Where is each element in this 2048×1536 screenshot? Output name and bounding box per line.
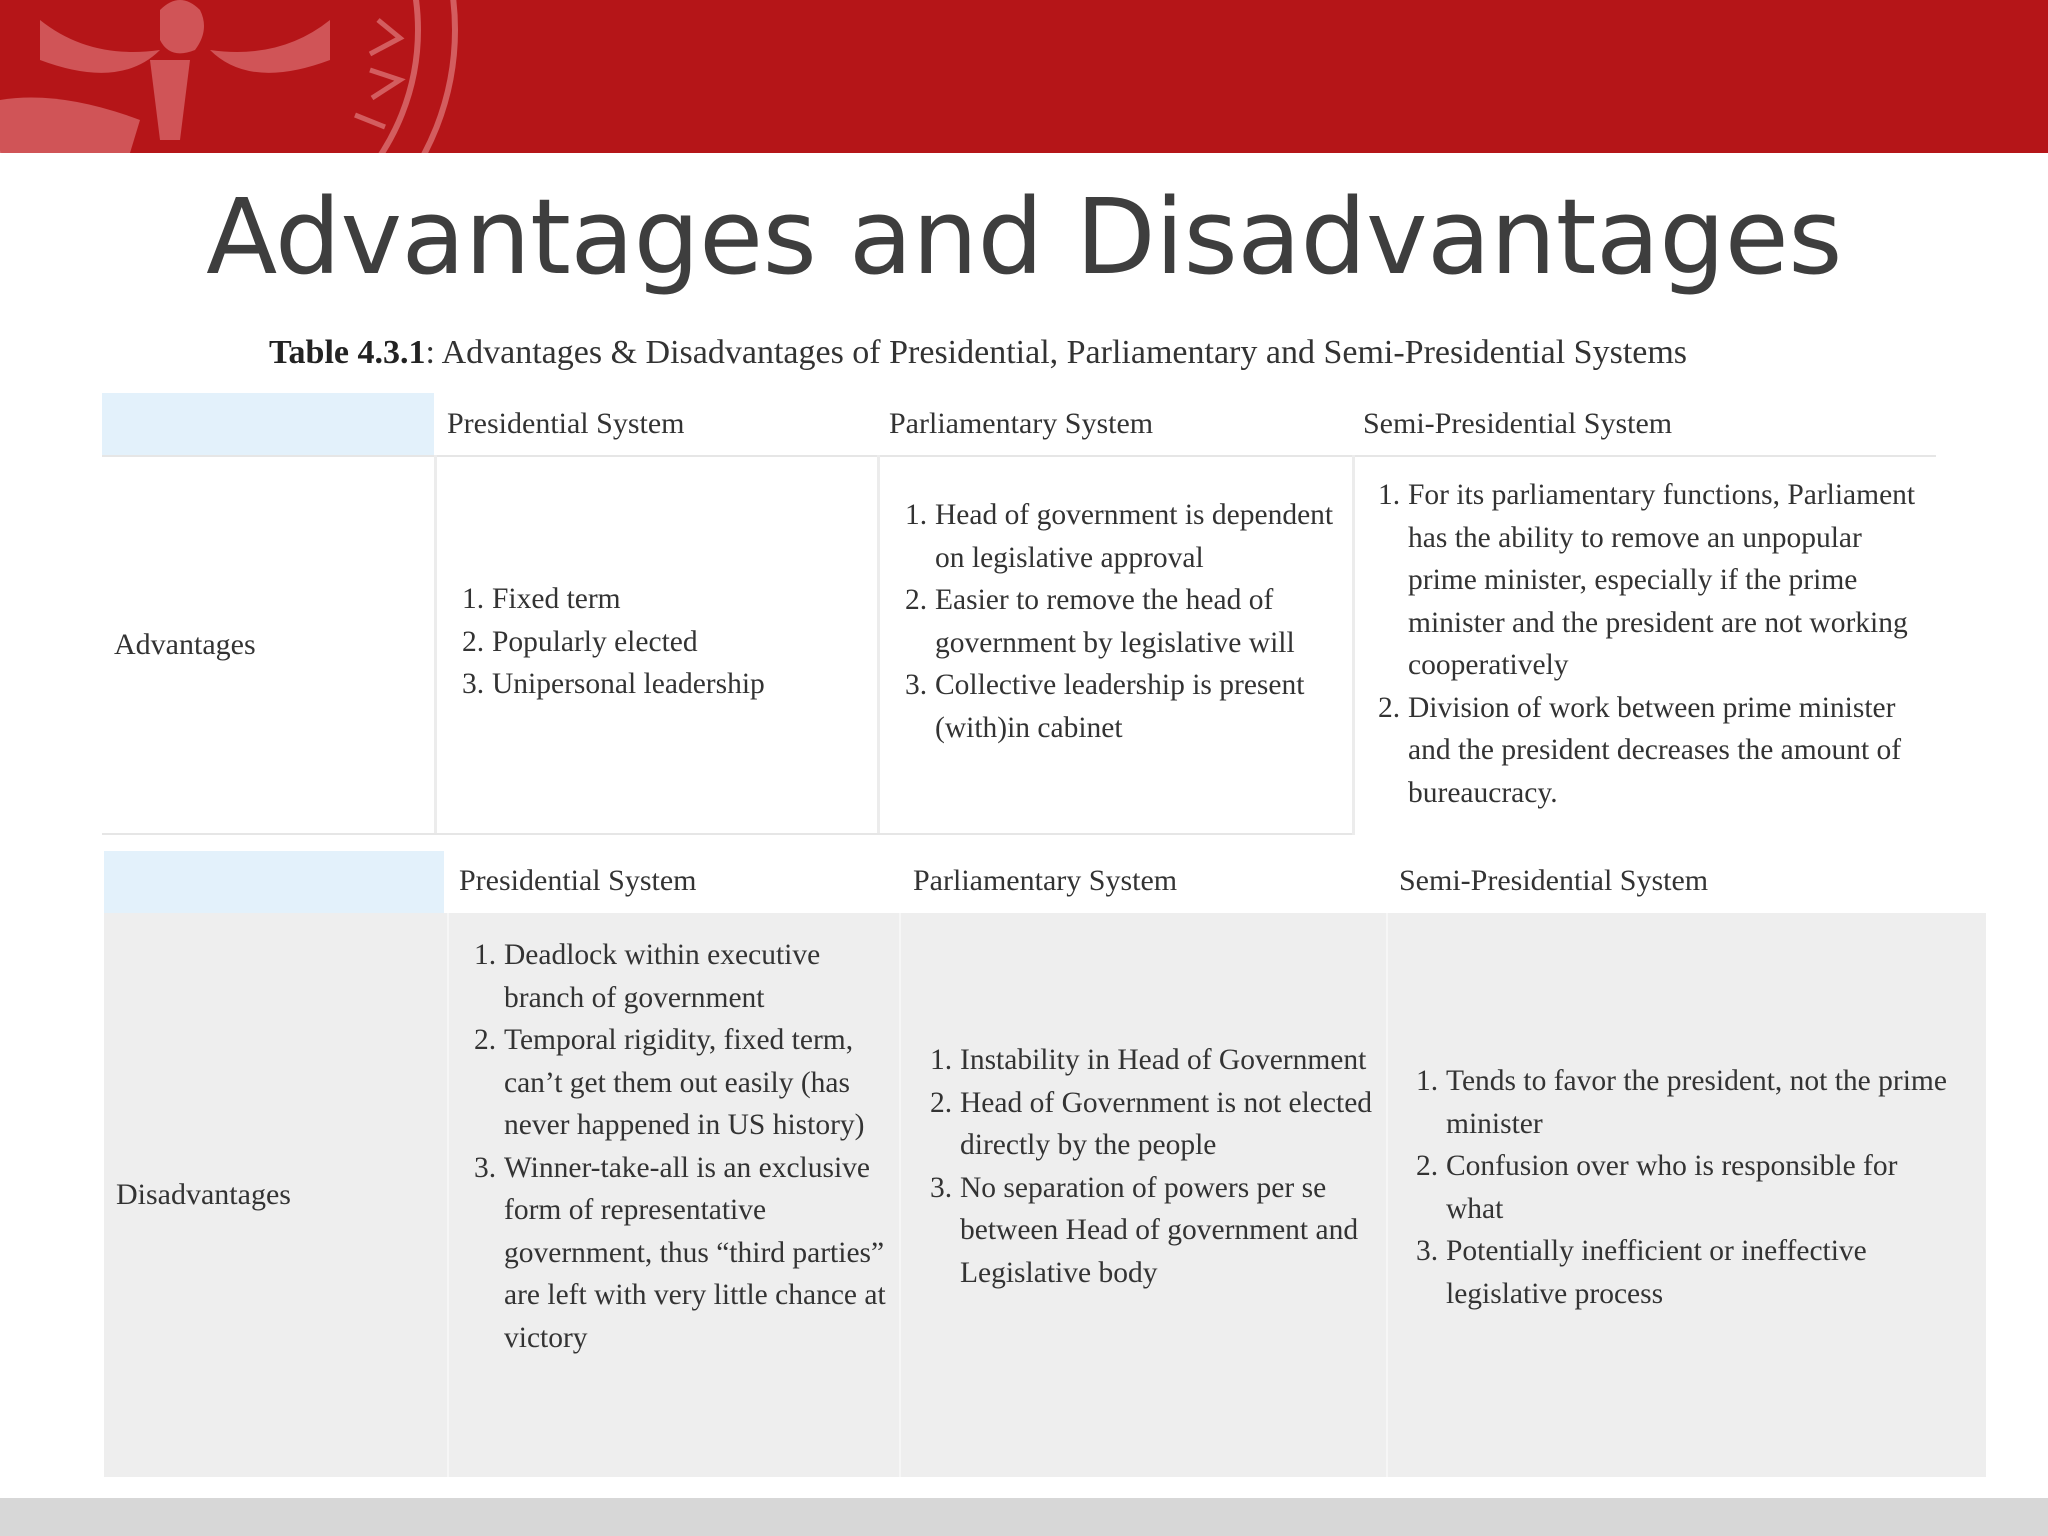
list-item: 1. Head of government is dependent on legislative approval [905, 499, 1334, 574]
disadv-presidential-cell [474, 934, 894, 1359]
adv-header-semi-presidential: Semi-Presidential System [1363, 407, 1673, 440]
disadvantages-header-blank [104, 851, 444, 913]
list-item: 2. Popularly elected [462, 625, 698, 658]
list-item: 3. Unipersonal leadership [462, 668, 765, 700]
adv-semi-presidential-list [1378, 474, 1938, 814]
list-item: 1. For its parliamentary functions, Parliament has the ability to remove an unpopular prime minister, especially if the prime minister and the president are not working cooperatively [1378, 479, 1916, 681]
adv-col-divider-2 [877, 455, 880, 835]
list-item: 3. Winner-take-all is an exclusive form of representative government, thus “third parties” are left with very little chance at victory [474, 1151, 886, 1354]
list-item: 2. Head of Government is not elected directly by the people [930, 1086, 1373, 1161]
disadv-header-parliamentary: Parliamentary System [913, 864, 1178, 897]
adv-header-parliamentary: Parliamentary System [889, 407, 1154, 440]
list-item: 2. Easier to remove the head of government by legislative will [905, 584, 1295, 659]
adv-presidential-list [462, 578, 862, 706]
list-item: 2. Temporal rigidity, fixed term, can’t get them out easily (has never happened in US history) [474, 1024, 865, 1141]
disadv-semi-presidential-list [1416, 1060, 1956, 1315]
list-item: 1. Tends to favor the president, not the prime minister [1416, 1065, 1947, 1140]
disadv-presidential-list [474, 934, 894, 1359]
advantages-header-blank [102, 393, 434, 455]
adv-semi-presidential-cell [1378, 474, 1938, 814]
advantages-row-label: Advantages [114, 628, 256, 661]
top-banner [0, 0, 2048, 153]
table-caption-text: : Advantages & Disadvantages of Presidential, Parliamentary and Semi-Presidential Systems [425, 334, 1688, 371]
list-item: 1. Deadlock within executive branch of government [474, 939, 821, 1014]
slide-title: Advantages and Disadvantages [206, 176, 1842, 298]
disadv-parliamentary-cell [930, 1039, 1378, 1294]
adv-parliamentary-cell [905, 494, 1340, 749]
table-caption-label: Table 4.3.1 [269, 334, 426, 371]
disadv-col-divider-3 [1386, 913, 1388, 1477]
adv-col-divider-3 [1352, 455, 1355, 835]
adv-row-divider [102, 455, 1936, 457]
adv-header-presidential: Presidential System [447, 407, 685, 440]
disadv-header-semi-presidential: Semi-Presidential System [1399, 864, 1709, 897]
disadv-col-divider-1 [447, 913, 449, 1477]
adv-col-divider-1 [434, 455, 437, 835]
university-seal-icon [0, 0, 480, 153]
list-item: 2. Division of work between prime minister and the president decreases the amount of bureaucracy. [1378, 691, 1902, 809]
list-item: 2. Confusion over who is responsible for what [1416, 1150, 1898, 1225]
list-item: 1. Fixed term [462, 583, 621, 615]
disadvantages-row-label: Disadvantages [116, 1178, 291, 1211]
disadv-header-presidential: Presidential System [459, 864, 697, 897]
list-item: 1. Instability in Head of Government [930, 1044, 1367, 1076]
disadv-semi-presidential-cell [1416, 1060, 1956, 1315]
list-item: 3. No separation of powers per se between Head of government and Legislative body [930, 1171, 1359, 1289]
disadv-col-divider-2 [899, 913, 901, 1477]
table-caption [269, 334, 1687, 372]
adv-bottom-border [102, 833, 1352, 835]
adv-parliamentary-list [905, 494, 1340, 749]
list-item: 3. Collective leadership is present (with)in cabinet [905, 669, 1305, 744]
bottom-bar [0, 1498, 2048, 1536]
adv-presidential-cell [462, 578, 862, 706]
list-item: 3. Potentially inefficient or ineffective legislative process [1416, 1235, 1867, 1310]
disadv-parliamentary-list [930, 1039, 1378, 1294]
